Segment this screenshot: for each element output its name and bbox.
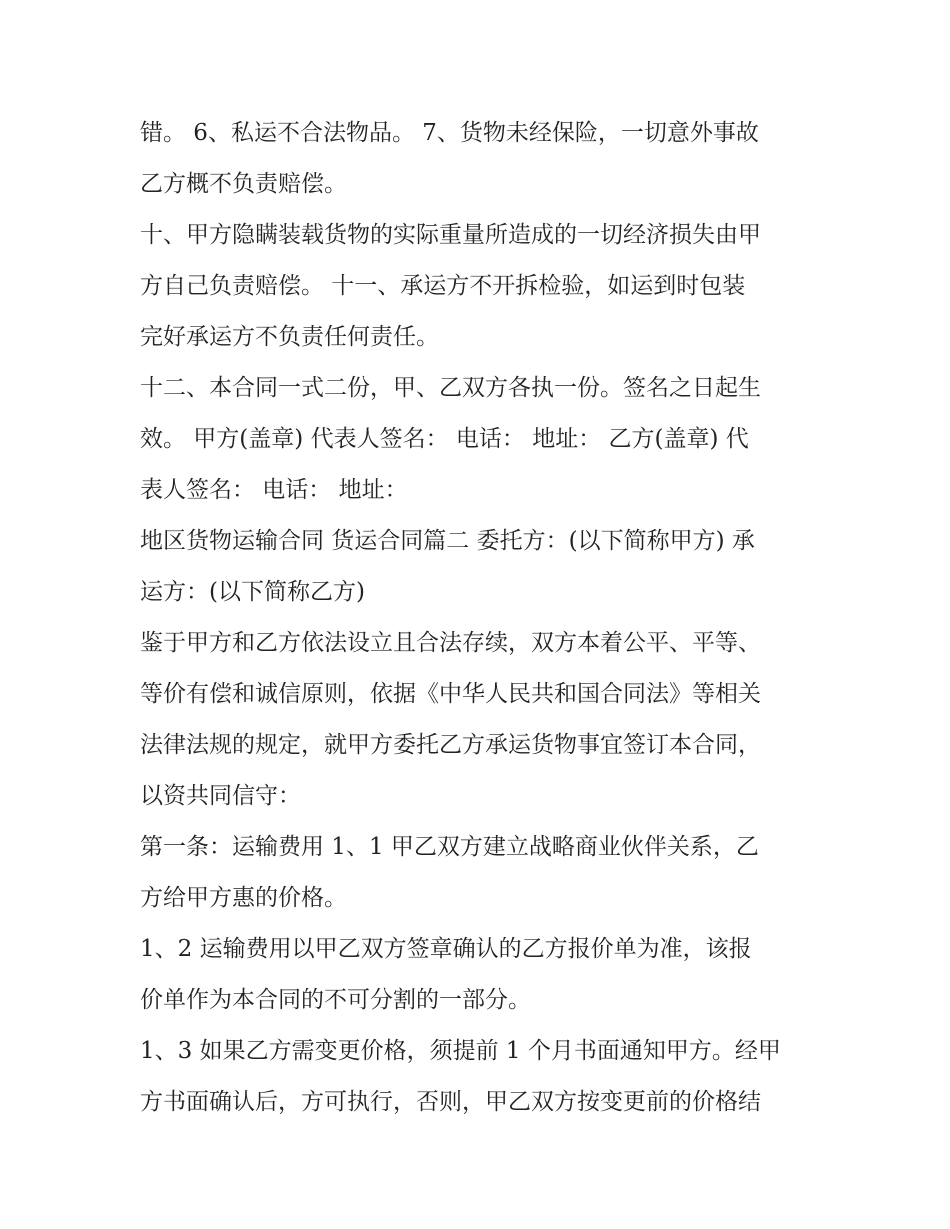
text-line: 完好承运方不负责任何责任。 (140, 324, 439, 350)
text-line: 乙方概不负责赔偿。 (140, 171, 347, 197)
text-line: 方给甲方惠的价格。 (140, 885, 347, 911)
text-line: 十二、本合同一式二份，甲、乙双方各执一份。签名之日起生 (140, 375, 761, 401)
document-body (140, 108, 830, 1128)
text-line: 表人签名： 电话： 地址： (140, 477, 408, 503)
text-line: 1、3 如果乙方需变更价格，须提前 1 个月书面通知甲方。经甲 (140, 1038, 781, 1064)
text-line: 效。 甲方(盖章) 代表人签名： 电话： 地址： 乙方(盖章) 代 (140, 426, 749, 452)
text-line: 方自己负责赔偿。 十一、承运方不开拆检验，如运到时包装 (140, 273, 746, 299)
text-line: 法律法规的规定，就甲方委托乙方承运货物事宜签订本合同， (140, 732, 761, 758)
text-line: 价单作为本合同的不可分割的一部分。 (140, 987, 531, 1013)
text-line: 地区货物运输合同 货运合同篇二 委托方：(以下简称甲方) 承 (140, 528, 755, 554)
text-line: 等价有偿和诚信原则，依据《中华人民共和国合同法》等相关 (140, 681, 761, 707)
text-line: 十、甲方隐瞒装载货物的实际重量所造成的一切经济损失由甲 (140, 222, 761, 248)
text-line: 错。 6、私运不合法物品。 7、货物未经保险，一切意外事故 (140, 120, 759, 146)
text-line: 鉴于甲方和乙方依法设立且合法存续，双方本着公平、平等、 (140, 630, 761, 656)
text-line: 运方：(以下简称乙方) (140, 579, 365, 605)
text-line: 以资共同信守： (140, 783, 301, 809)
text-line: 1、2 运输费用以甲乙双方签章确认的乙方报价单为准，该报 (140, 936, 752, 962)
text-line: 方书面确认后，方可执行，否则，甲乙双方按变更前的价格结 (140, 1089, 761, 1115)
text-line: 第一条：运输费用 1、1 甲乙双方建立战略商业伙伴关系，乙 (140, 834, 759, 860)
